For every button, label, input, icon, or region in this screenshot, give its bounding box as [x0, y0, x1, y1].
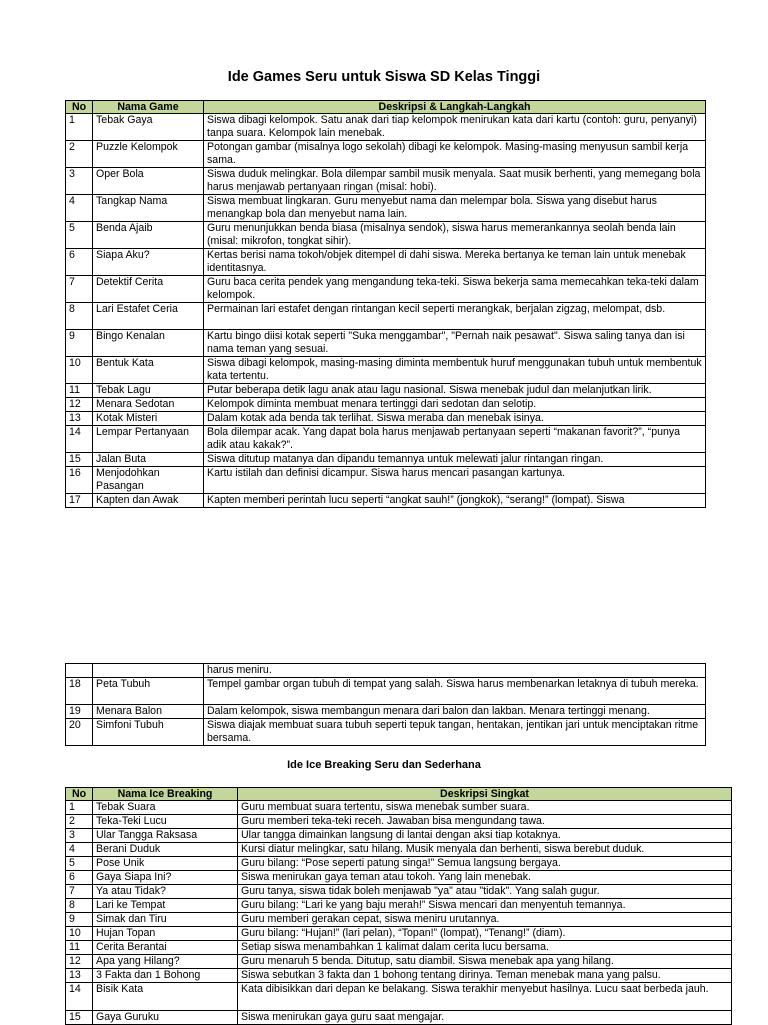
- table-row: [66, 195, 706, 222]
- table-row: [66, 141, 706, 168]
- cell-name: Bingo Kenalan: [93, 330, 204, 357]
- icebreak-table-body: [66, 801, 732, 1025]
- cell-name: Puzzle Kelompok: [93, 141, 204, 168]
- cell-name: Ular Tangga Raksasa: [93, 829, 238, 843]
- cell-no: 14: [66, 426, 93, 453]
- cell-no: 7: [66, 276, 93, 303]
- cell-description: Siswa menirukan gaya teman atau tokoh. Yang lain menebak.: [238, 871, 732, 885]
- table-row: [66, 871, 732, 885]
- cell-name: Apa yang Hilang?: [93, 955, 238, 969]
- table-row: [66, 719, 706, 746]
- cell-no: 12: [66, 955, 93, 969]
- cell-name: Oper Bola: [93, 168, 204, 195]
- cell-name: Bisik Kata: [93, 983, 238, 1011]
- games-table: [65, 100, 706, 508]
- cell-name: Simak dan Tiru: [93, 913, 238, 927]
- cell-no: [66, 664, 93, 678]
- cell-no: 16: [66, 467, 93, 494]
- table-row: [66, 815, 732, 829]
- table-row: [66, 357, 706, 384]
- games-table-body: [66, 114, 706, 508]
- cell-name: Lempar Pertanyaan: [93, 426, 204, 453]
- cell-no: 4: [66, 195, 93, 222]
- cell-description: Siswa diajak membuat suara tubuh seperti tepuk tangan, hentakan, jentikan jari untuk menciptakan ritme bersama.: [204, 719, 706, 746]
- cell-description: Putar beberapa detik lagu anak atau lagu nasional. Siswa menebak judul dan melanjutkan lirik.: [204, 384, 706, 398]
- cell-description: Guru tanya, siswa tidak boleh menjawab "ya" atau "tidak". Yang salah gugur.: [238, 885, 732, 899]
- cell-description: Dalam kelompok, siswa membangun menara dari balon dan lakban. Menara tertinggi menang.: [204, 705, 706, 719]
- table-row: [66, 955, 732, 969]
- cell-no: 6: [66, 249, 93, 276]
- games-table-continued-body: [66, 664, 706, 746]
- header-nama-game: Nama Game: [93, 101, 204, 114]
- cell-no: 10: [66, 927, 93, 941]
- cell-name: Gaya Siapa Ini?: [93, 871, 238, 885]
- cell-name: Tebak Lagu: [93, 384, 204, 398]
- cell-description: Guru membuat suara tertentu, siswa menebak sumber suara.: [238, 801, 732, 815]
- cell-description: harus meniru.: [204, 664, 706, 678]
- cell-no: 17: [66, 494, 93, 508]
- cell-no: 14: [66, 983, 93, 1011]
- cell-description: Guru memberi teka-teki receh. Jawaban bisa mengundang tawa.: [238, 815, 732, 829]
- cell-description: Tempel gambar organ tubuh di tempat yang salah. Siswa harus membenarkan letaknya di tubuh mereka.: [204, 678, 706, 705]
- cell-no: 12: [66, 398, 93, 412]
- table-row: [66, 426, 706, 453]
- table-row: [66, 899, 732, 913]
- cell-no: 2: [66, 141, 93, 168]
- table-row: [66, 678, 706, 705]
- table-row: [66, 222, 706, 249]
- table-row: [66, 1011, 732, 1025]
- cell-description: Siswa membuat lingkaran. Guru menyebut nama dan melempar bola. Siswa yang disebut harus menangkap bola dan menyebut nama lain.: [204, 195, 706, 222]
- cell-description: Kartu istilah dan definisi dicampur. Siswa harus mencari pasangan kartunya.: [204, 467, 706, 494]
- cell-name: Lari ke Tempat: [93, 899, 238, 913]
- table-row: [66, 885, 732, 899]
- table-row: [66, 330, 706, 357]
- cell-name: Menara Sedotan: [93, 398, 204, 412]
- cell-name: Lari Estafet Ceria: [93, 303, 204, 330]
- table-header-row: [66, 788, 732, 801]
- cell-description: Siswa sebutkan 3 fakta dan 1 bohong tentang dirinya. Teman menebak mana yang palsu.: [238, 969, 732, 983]
- cell-description: Kartu bingo diisi kotak seperti "Suka menggambar", "Pernah naik pesawat". Siswa saling tanya dan isi nama teman yang sesuai.: [204, 330, 706, 357]
- table-row: [66, 843, 732, 857]
- cell-name: Menjodohkan Pasangan: [93, 467, 204, 494]
- cell-no: 15: [66, 1011, 93, 1025]
- cell-name: Teka-Teki Lucu: [93, 815, 238, 829]
- header-no: No: [66, 101, 93, 114]
- cell-name: Bentuk Kata: [93, 357, 204, 384]
- cell-description: Dalam kotak ada benda tak terlihat. Siswa meraba dan menebak isinya.: [204, 412, 706, 426]
- cell-description: Kursi diatur melingkar, satu hilang. Musik menyala dan berhenti, siswa berebut duduk.: [238, 843, 732, 857]
- header-deskripsi-singkat: Deskripsi Singkat: [238, 788, 732, 801]
- cell-no: 20: [66, 719, 93, 746]
- cell-name: Benda Ajaib: [93, 222, 204, 249]
- cell-description: Kelompok diminta membuat menara tertinggi dari sedotan dan selotip.: [204, 398, 706, 412]
- table-row: [66, 829, 732, 843]
- cell-description: Setiap siswa menambahkan 1 kalimat dalam cerita lucu bersama.: [238, 941, 732, 955]
- cell-name: Berani Duduk: [93, 843, 238, 857]
- cell-no: 15: [66, 453, 93, 467]
- cell-no: 6: [66, 871, 93, 885]
- section-subtitle: Ide Ice Breaking Seru dan Sederhana: [287, 759, 481, 771]
- table-row: [66, 801, 732, 815]
- cell-description: Siswa duduk melingkar. Bola dilempar sambil musik menyala. Saat musik berhenti, yang memegang bola harus menjawab pertanyaan ringan (misal: hobi).: [204, 168, 706, 195]
- header-deskripsi: Deskripsi & Langkah-Langkah: [204, 101, 706, 114]
- cell-description: Potongan gambar (misalnya logo sekolah) dibagi ke kelompok. Masing-masing menyusun sambil kerja sama.: [204, 141, 706, 168]
- cell-no: 5: [66, 222, 93, 249]
- table-row: [66, 276, 706, 303]
- cell-no: 11: [66, 941, 93, 955]
- table-row: [66, 467, 706, 494]
- table-row: [66, 913, 732, 927]
- cell-description: Guru memberi gerakan cepat, siswa meniru urutannya.: [238, 913, 732, 927]
- table-row: [66, 494, 706, 508]
- cell-no: 7: [66, 885, 93, 899]
- cell-no: 9: [66, 913, 93, 927]
- table-row: [66, 857, 732, 871]
- cell-no: 11: [66, 384, 93, 398]
- cell-name: Tangkap Nama: [93, 195, 204, 222]
- cell-description: Siswa ditutup matanya dan dipandu temannya untuk melewati jalur rintangan ringan.: [204, 453, 706, 467]
- cell-no: 13: [66, 969, 93, 983]
- table-row: [66, 969, 732, 983]
- table-header-row: [66, 101, 706, 114]
- cell-description: Guru bilang: “Pose seperti patung singa!” Semua langsung bergaya.: [238, 857, 732, 871]
- cell-name: Ya atau Tidak?: [93, 885, 238, 899]
- cell-description: Guru baca cerita pendek yang mengandung teka-teki. Siswa bekerja sama memecahkan teka-teki dalam kelompok.: [204, 276, 706, 303]
- cell-name: Tebak Suara: [93, 801, 238, 815]
- table-row: [66, 114, 706, 141]
- table-row: [66, 168, 706, 195]
- cell-no: 1: [66, 801, 93, 815]
- cell-description: Siswa dibagi kelompok. Satu anak dari tiap kelompok menirukan kata dari kartu (contoh: guru, penyanyi) tanpa suara. Kelompok lain menebak.: [204, 114, 706, 141]
- cell-description: Kertas berisi nama tokoh/objek ditempel di dahi siswa. Mereka bertanya ke teman lain untuk menebak identitasnya.: [204, 249, 706, 276]
- cell-description: Bola dilempar acak. Yang dapat bola harus menjawab pertanyaan seperti “makanan favorit?”, “punya adik atau kakak?”.: [204, 426, 706, 453]
- table-row: [66, 453, 706, 467]
- cell-no: 3: [66, 829, 93, 843]
- cell-description: Kapten memberi perintah lucu seperti “angkat sauh!” (jongkok), “serang!” (lompat). Siswa: [204, 494, 706, 508]
- cell-name: 3 Fakta dan 1 Bohong: [93, 969, 238, 983]
- cell-description: Guru bilang: “Hujan!” (lari pelan), “Topan!” (lompat), “Tenang!” (diam).: [238, 927, 732, 941]
- table-row: [66, 249, 706, 276]
- cell-name: Gaya Guruku: [93, 1011, 238, 1025]
- cell-no: 18: [66, 678, 93, 705]
- cell-no: 9: [66, 330, 93, 357]
- cell-no: 13: [66, 412, 93, 426]
- games-table-continued: [65, 663, 706, 746]
- table-row: [66, 384, 706, 398]
- icebreak-table: [65, 787, 732, 1025]
- cell-name: Kotak Misteri: [93, 412, 204, 426]
- cell-no: 5: [66, 857, 93, 871]
- table-row: [66, 303, 706, 330]
- cell-name: Simfoni Tubuh: [93, 719, 204, 746]
- cell-name: Cerita Berantai: [93, 941, 238, 955]
- cell-description: Guru menaruh 5 benda. Ditutup, satu diambil. Siswa menebak apa yang hilang.: [238, 955, 732, 969]
- cell-no: 4: [66, 843, 93, 857]
- cell-name: Siapa Aku?: [93, 249, 204, 276]
- cell-description: Permainan lari estafet dengan rintangan kecil seperti merangkak, berjalan zigzag, melompat, dsb.: [204, 303, 706, 330]
- cell-name: Pose Unik: [93, 857, 238, 871]
- cell-description: Kata dibisikkan dari depan ke belakang. Siswa terakhir menyebut hasilnya. Lucu saat berbeda jauh.: [238, 983, 732, 1011]
- cell-description: Ular tangga dimainkan langsung di lantai dengan aksi tiap kotaknya.: [238, 829, 732, 843]
- cell-no: 10: [66, 357, 93, 384]
- cell-no: 19: [66, 705, 93, 719]
- cell-name: [93, 664, 204, 678]
- cell-name: Tebak Gaya: [93, 114, 204, 141]
- cell-no: 3: [66, 168, 93, 195]
- cell-no: 8: [66, 303, 93, 330]
- document-title: Ide Games Seru untuk Siswa SD Kelas Tinggi: [227, 69, 541, 85]
- table-row: [66, 983, 732, 1011]
- cell-name: Detektif Cerita: [93, 276, 204, 303]
- cell-description: Siswa menirukan gaya guru saat mengajar.: [238, 1011, 732, 1025]
- cell-name: Hujan Topan: [93, 927, 238, 941]
- cell-description: Guru menunjukkan benda biasa (misalnya sendok), siswa harus memerankannya seolah benda lain (misal: mikrofon, tongkat sihir).: [204, 222, 706, 249]
- cell-no: 1: [66, 114, 93, 141]
- table-row: [66, 664, 706, 678]
- cell-no: 8: [66, 899, 93, 913]
- cell-description: Siswa dibagi kelompok, masing-masing diminta membentuk huruf menggunakan tubuh untuk membentuk kata tertentu.: [204, 357, 706, 384]
- cell-name: Menara Balon: [93, 705, 204, 719]
- cell-name: Kapten dan Awak: [93, 494, 204, 508]
- cell-description: Guru bilang: “Lari ke yang baju merah!” Siswa mencari dan menyentuh temannya.: [238, 899, 732, 913]
- cell-no: 2: [66, 815, 93, 829]
- table-row: [66, 927, 732, 941]
- table-row: [66, 941, 732, 955]
- header-nama-ice-breaking: Nama Ice Breaking: [93, 788, 238, 801]
- header-no: No: [66, 788, 93, 801]
- table-row: [66, 705, 706, 719]
- cell-name: Peta Tubuh: [93, 678, 204, 705]
- table-row: [66, 412, 706, 426]
- table-row: [66, 398, 706, 412]
- cell-name: Jalan Buta: [93, 453, 204, 467]
